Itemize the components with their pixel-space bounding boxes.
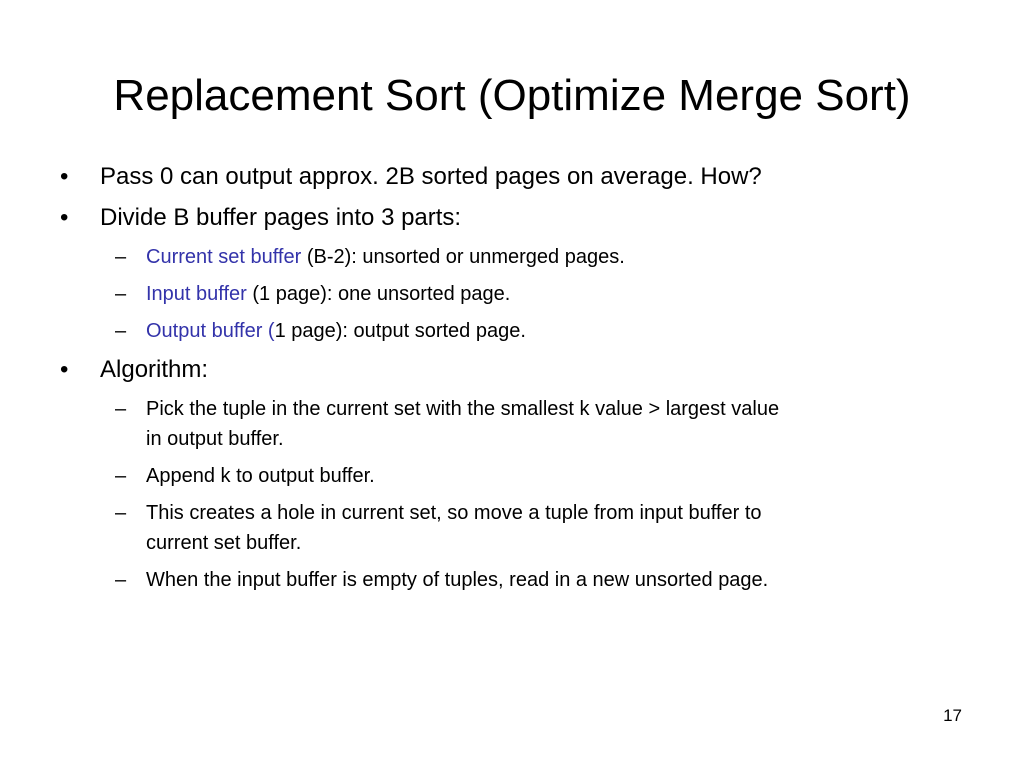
sub-bullet-text: Append k to output buffer.: [146, 465, 375, 487]
sub-bullet-text: Pick the tuple in the current set with the smallest k value > largest value: [146, 398, 780, 420]
slide-title: Replacement Sort (Optimize Merge Sort): [113, 71, 911, 120]
sub-bullet-marker: –: [115, 569, 127, 591]
sub-bullet-marker: –: [115, 246, 127, 268]
sub-bullet-marker: –: [115, 502, 127, 524]
sub-bullet-marker: –: [115, 398, 127, 420]
highlight-term: Current set buffer: [146, 246, 302, 268]
sub-bullet-text: [146, 279, 510, 309]
sub-bullet-rest: (B-2): unsorted or unmerged pages.: [301, 246, 625, 268]
bullet-text: Divide B buffer pages into 3 parts:: [100, 204, 462, 231]
sub-bullet-text: This creates a hole in current set, so move a tuple from input buffer to: [146, 502, 762, 524]
sub-bullet-text-continued: in output buffer.: [146, 428, 284, 450]
sub-bullet-marker: –: [115, 320, 127, 342]
sub-bullet-text: [146, 316, 526, 346]
highlight-term: Input buffer: [146, 283, 247, 305]
sub-bullet-text: [146, 242, 625, 272]
page-number: 17: [943, 706, 962, 725]
sub-bullet-text-continued: current set buffer.: [146, 532, 302, 554]
bullet-marker: •: [60, 356, 69, 383]
bullet-text: Pass 0 can output approx. 2B sorted pages on average. How?: [100, 163, 762, 190]
sub-bullet-rest: (1 page): one unsorted page.: [246, 283, 511, 305]
highlight-term: Output buffer (: [146, 320, 275, 342]
bullet-marker: •: [60, 163, 69, 190]
bullet-marker: •: [60, 204, 69, 231]
sub-bullet-rest: 1 page): output sorted page.: [274, 320, 526, 342]
sub-bullet-text: When the input buffer is empty of tuples, read in a new unsorted page.: [146, 569, 769, 591]
bullet-text: Algorithm:: [100, 356, 209, 383]
sub-bullet-marker: –: [115, 283, 127, 305]
sub-bullet-marker: –: [115, 465, 127, 487]
